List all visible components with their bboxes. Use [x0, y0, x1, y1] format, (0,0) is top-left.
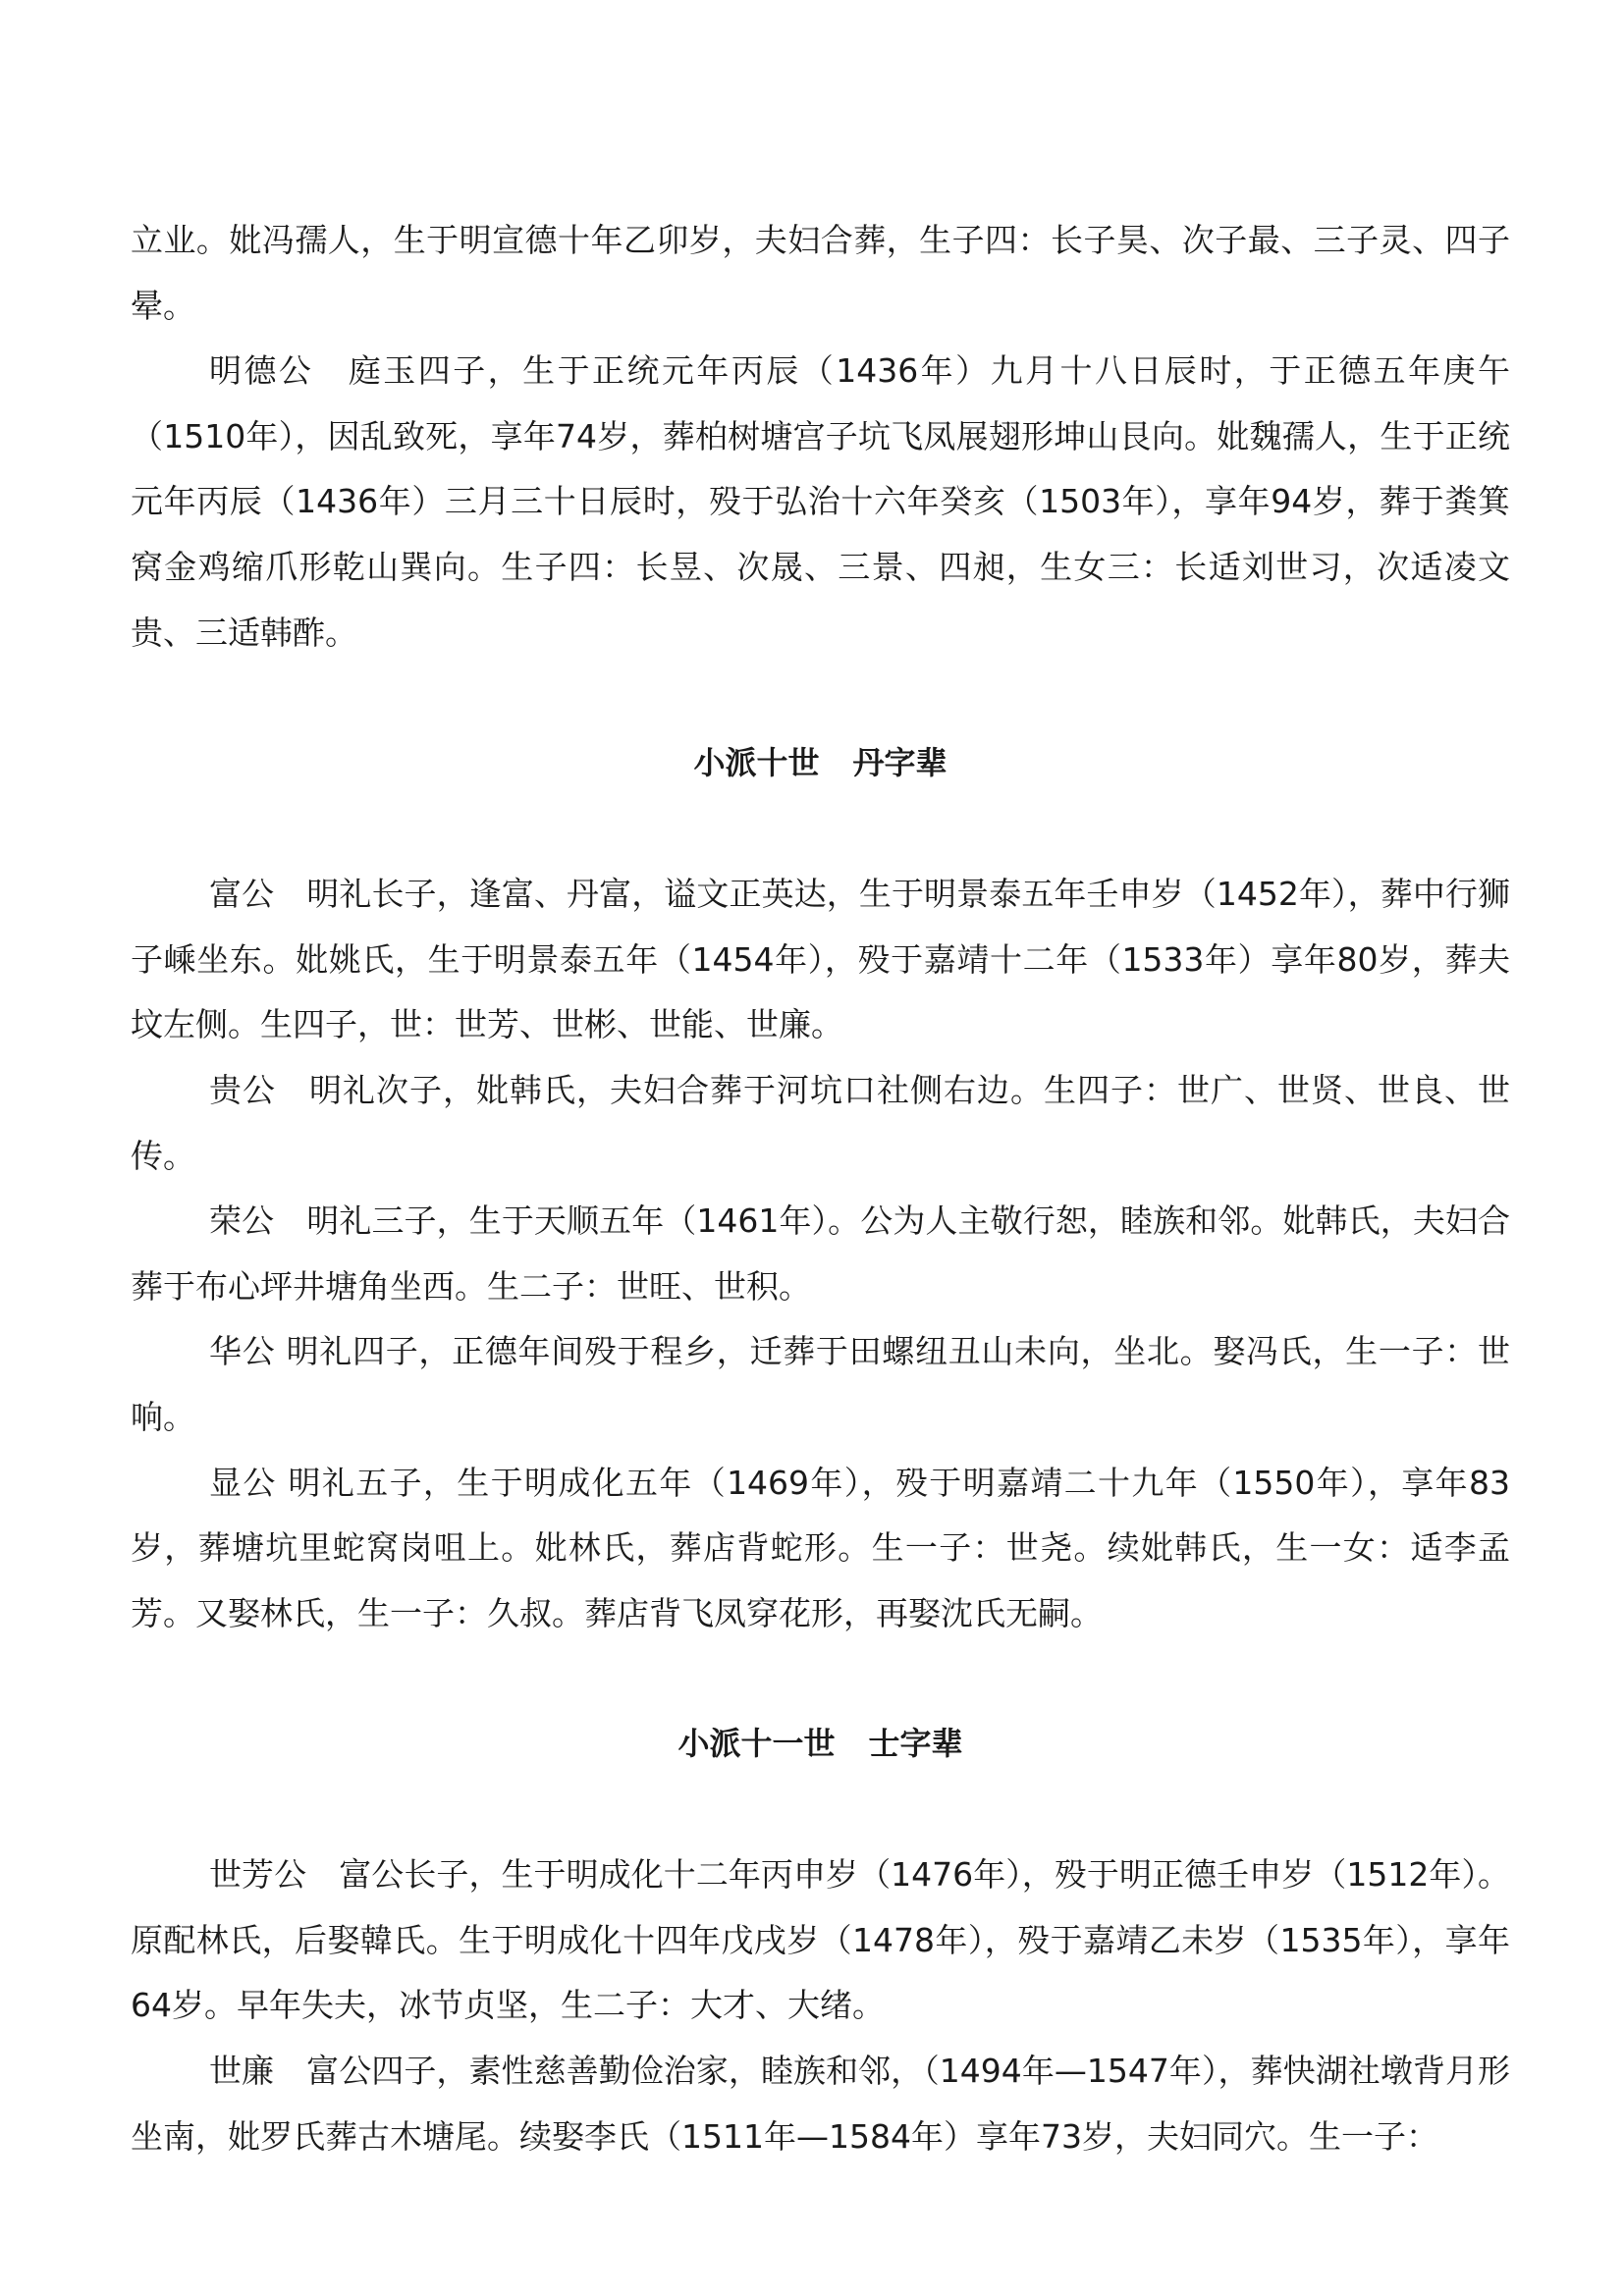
paragraph-mingde: 明德公 庭玉四子，生于正统元年丙辰（1436年）九月十八日辰时，于正德五年庚午（1510年），因乱致死，享年74岁，葬柏树塘宫子坑飞凤展翅形坤山艮向。妣魏孺人，生于正统元年丙辰（1436年）三月三十日辰时，殁于弘治十六年癸亥（1503年），享年94岁，葬于粪箕窝金鸡缩爪形乾山巽向。生子四：长昱、次晟、三景、四昶，生女三：长适刘世习，次适凌文贵、三适韩酢。: [131, 351, 1510, 652]
paragraph-hua: 华公 明礼四子，正德年间殁于程乡，迁葬于田螺纽丑山未向，坐北。娶冯氏，生一子：世响。: [131, 1332, 1510, 1436]
paragraph-shifang: 世芳公 富公长子，生于明成化十二年丙申岁（1476年），殁于明正德壬申岁（1512年）。原配林氏，后娶韓氏。生于明成化十四年戊戌岁（1478年），殁于嘉靖乙未岁（1535年），享年64岁。早年失夫，冰节贞坚，生二子：大才、大绪。: [131, 1855, 1510, 2025]
heading-generation-name: 丹字辈: [852, 744, 947, 782]
section-heading-generation-10: [131, 730, 1510, 795]
heading-generation-name: 士字辈: [868, 1725, 963, 1763]
paragraph-shilian: 世廉 富公四子，素性慈善勤俭治家，睦族和邻，（1494年—1547年），葬快湖社墩背月形坐南，妣罗氏葬古木塘尾。续娶李氏（1511年—1584年）享年73岁，夫妇同穴。生一子：: [131, 2052, 1510, 2156]
section-heading-generation-11: [131, 1711, 1510, 1776]
paragraph-gui: 贵公 明礼次子，妣韩氏，夫妇合葬于河坑口社侧右边。生四子：世广、世贤、世良、世传。: [131, 1070, 1510, 1175]
paragraph-continuation: 立业。妣冯孺人，生于明宣德十年乙卯岁，夫妇合葬，生子四：长子昊、次子最、三子灵、四子晕。: [131, 221, 1510, 325]
heading-generation-label: 小派十世: [693, 744, 820, 782]
paragraph-xian: 显公 明礼五子，生于明成化五年（1469年），殁于明嘉靖二十九年（1550年），享年83岁，葬塘坑里蛇窝岗咀上。妣林氏，葬店背蛇形。生一子：世尧。续妣韩氏，生一女：适李孟芳。又娶林氏，生一子：久叔。葬店背飞凤穿花形，再娶沈氏无嗣。: [131, 1463, 1510, 1632]
document-body: [131, 208, 1510, 2169]
heading-generation-label: 小派十一世: [677, 1725, 836, 1763]
paragraph-fu: 富公 明礼长子，逢富、丹富，谥文正英达，生于明景泰五年壬申岁（1452年），葬中行狮子嵊坐东。妣姚氏，生于明景泰五年（1454年），殁于嘉靖十二年（1533年）享年80岁，葬夫坟左侧。生四子，世：世芳、世彬、世能、世廉。: [131, 875, 1510, 1044]
paragraph-rong: 荣公 明礼三子，生于天顺五年（1461年）。公为人主敬行恕，睦族和邻。妣韩氏，夫妇合葬于布心坪井塘角坐西。生二子：世旺、世积。: [131, 1201, 1510, 1306]
